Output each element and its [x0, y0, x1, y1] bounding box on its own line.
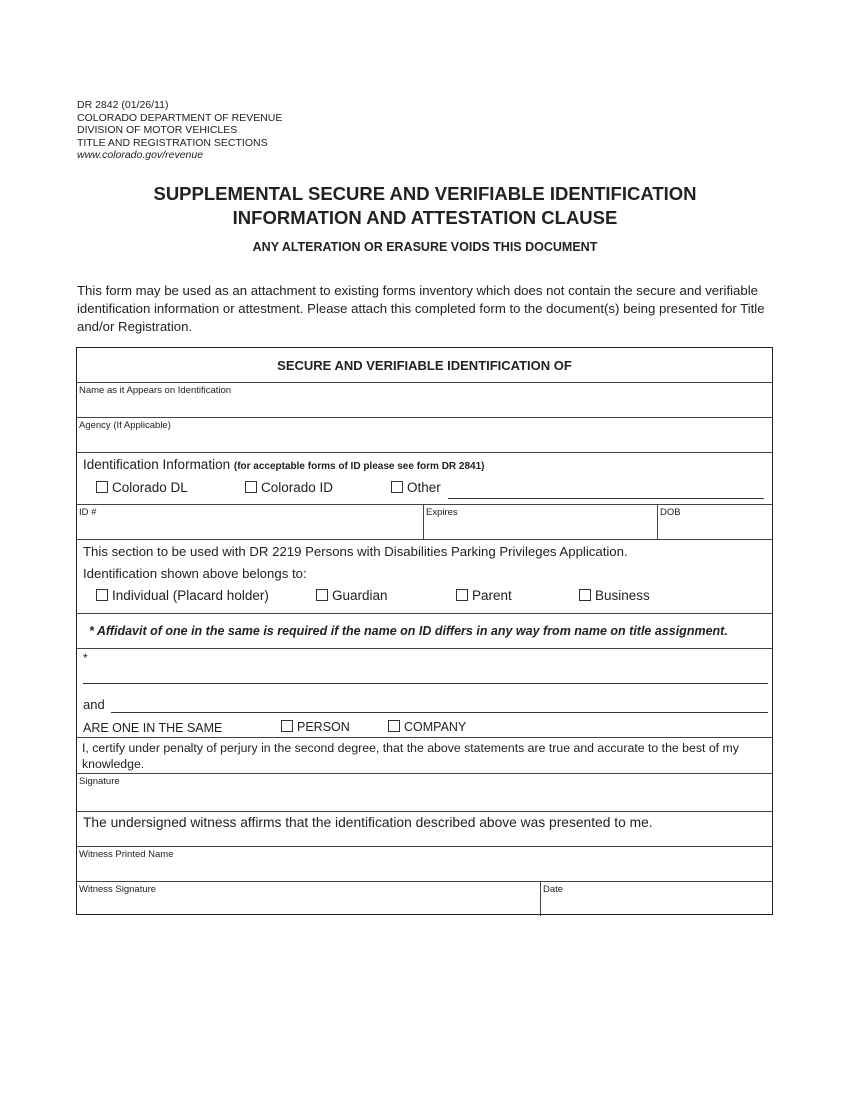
second-name-line[interactable] — [111, 712, 768, 713]
colorado-id-checkbox[interactable] — [245, 481, 257, 493]
belongs-to-label: Identification shown above belongs to: — [83, 566, 307, 581]
guardian-label: Guardian — [332, 588, 388, 603]
title-line-2: INFORMATION AND ATTESTATION CLAUSE — [232, 207, 618, 228]
agency-label: Agency (If Applicable) — [79, 420, 171, 431]
one-same-section — [77, 649, 772, 738]
dob-label: DOB — [660, 507, 681, 518]
colorado-id-label: Colorado ID — [261, 480, 334, 495]
affidavit-note: * Affidavit of one in the same is required if the name on ID differs in any way from name on title assignment. — [89, 624, 728, 638]
one-same-label: ARE ONE IN THE SAME — [83, 721, 223, 735]
disability-section-text: This section to be used with DR 2219 Persons with Disabilities Parking Privileges Application. — [83, 544, 628, 559]
department-name: COLORADO DEPARTMENT OF REVENUE — [77, 111, 283, 124]
person-label: PERSON — [297, 720, 350, 734]
business-label: Business — [595, 588, 650, 603]
witness-name-field[interactable] — [77, 847, 772, 882]
signature-field[interactable] — [77, 774, 772, 812]
and-label: and — [83, 697, 105, 712]
section-name: TITLE AND REGISTRATION SECTIONS — [77, 136, 268, 149]
divider — [657, 505, 658, 539]
id-info-note: (for acceptable forms of ID please see form DR 2841) — [233, 461, 485, 472]
agency-field[interactable] — [77, 418, 772, 453]
business-checkbox[interactable] — [579, 589, 591, 601]
company-label: COMPANY — [404, 720, 467, 734]
id-number-label: ID # — [79, 507, 97, 518]
individual-checkbox[interactable] — [96, 589, 108, 601]
business-option[interactable] — [579, 588, 650, 603]
expires-label: Expires — [426, 507, 458, 518]
form-header — [77, 99, 282, 162]
id-info-label: Identification Information — [83, 457, 231, 472]
certify-row — [77, 738, 772, 774]
identification-form — [76, 347, 773, 915]
alteration-warning: ANY ALTERATION OR ERASURE VOIDS THIS DOCUMENT — [252, 240, 598, 254]
website-link[interactable]: www.colorado.gov/revenue — [77, 149, 204, 162]
colorado-dl-checkbox[interactable] — [96, 481, 108, 493]
section-header-row — [77, 348, 772, 383]
other-input-line[interactable] — [448, 498, 764, 499]
page-title — [0, 182, 850, 230]
individual-label: Individual (Placard holder) — [112, 588, 269, 603]
witness-signature-row — [77, 882, 772, 916]
id-details-row — [77, 505, 772, 540]
name-label: Name as it Appears on Identification — [79, 385, 232, 396]
other-checkbox[interactable] — [391, 481, 403, 493]
division-name: DIVISION OF MOTOR VEHICLES — [77, 124, 238, 137]
company-option[interactable] — [388, 720, 466, 734]
witness-affirm-text: The undersigned witness affirms that the identification described above was presented to me. — [83, 815, 653, 830]
section-title: SECURE AND VERIFIABLE IDENTIFICATION OF — [277, 358, 572, 373]
affidavit-row — [77, 614, 772, 649]
certify-text: I, certify under penalty of perjury in the second degree, that the above statements are true and accurate to the best of my knowledge. — [82, 741, 739, 771]
other-option[interactable] — [391, 480, 441, 495]
other-label: Other — [407, 480, 441, 495]
parent-checkbox[interactable] — [456, 589, 468, 601]
parent-label: Parent — [472, 588, 512, 603]
witness-affirm-row — [77, 812, 772, 847]
colorado-dl-option[interactable] — [96, 480, 188, 495]
first-name-line[interactable] — [83, 683, 768, 684]
asterisk-mark: * — [83, 651, 88, 665]
id-info-heading — [83, 457, 485, 472]
person-checkbox[interactable] — [281, 720, 293, 732]
date-label: Date — [543, 884, 564, 895]
guardian-option[interactable] — [316, 588, 388, 603]
name-field[interactable] — [77, 383, 772, 418]
divider — [423, 505, 424, 539]
company-checkbox[interactable] — [388, 720, 400, 732]
intro-paragraph: This form may be used as an attachment to existing forms inventory which does not contain the secure and verifiable identification information or attestment. Please attach this completed form to the document(s) being presented for Title and/or Registration. — [77, 283, 765, 334]
person-option[interactable] — [281, 720, 350, 734]
witness-name-label: Witness Printed Name — [79, 849, 174, 860]
witness-signature-label: Witness Signature — [79, 884, 157, 895]
form-number: DR 2842 (01/26/11) — [77, 99, 169, 111]
divider — [540, 882, 541, 916]
parent-option[interactable] — [456, 588, 512, 603]
disability-section — [77, 540, 772, 614]
signature-label: Signature — [79, 776, 120, 787]
guardian-checkbox[interactable] — [316, 589, 328, 601]
id-info-row — [77, 453, 772, 505]
colorado-id-option[interactable] — [245, 480, 333, 495]
title-line-1: SUPPLEMENTAL SECURE AND VERIFIABLE IDENTIFICATION — [153, 183, 697, 204]
individual-option[interactable] — [96, 588, 269, 603]
colorado-dl-label: Colorado DL — [112, 480, 188, 495]
